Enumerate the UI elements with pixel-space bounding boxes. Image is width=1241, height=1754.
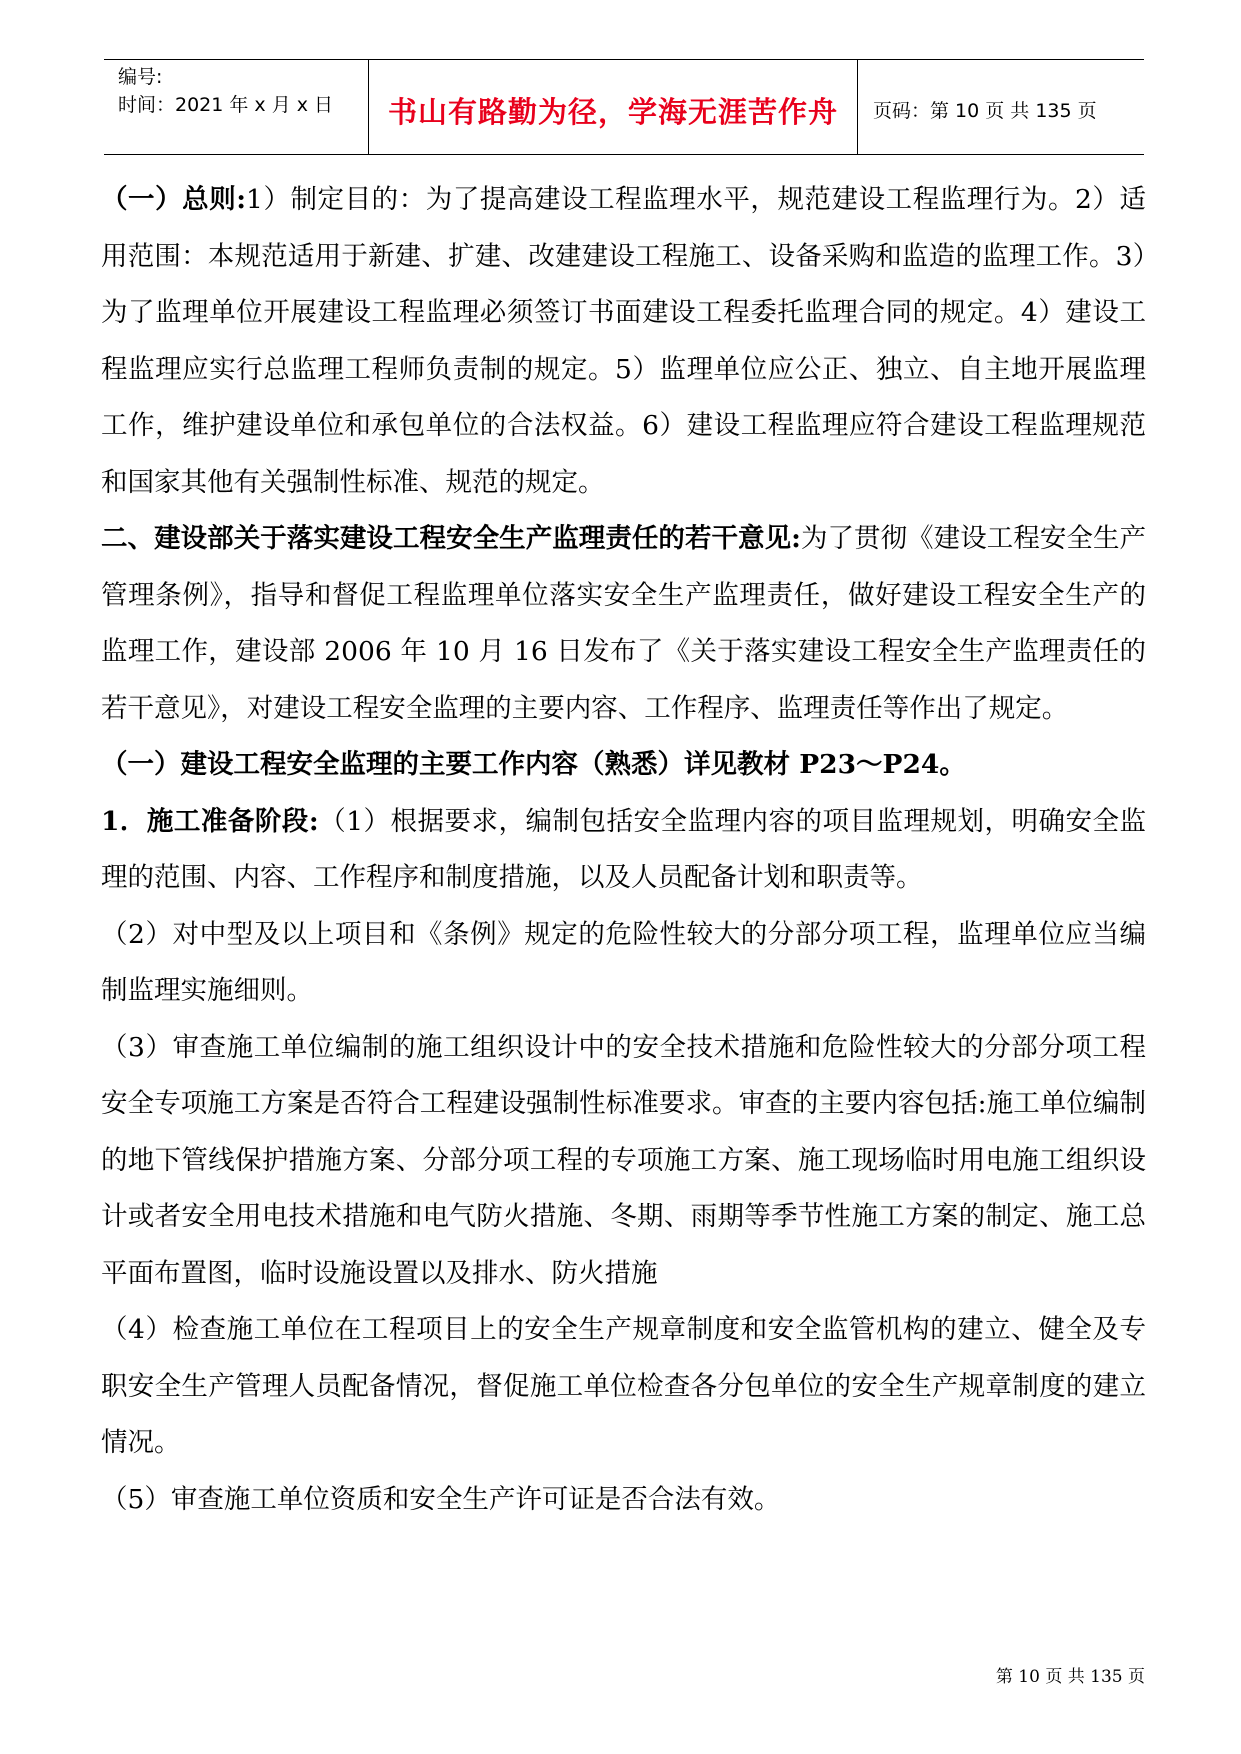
paragraph-item-2 [101, 907, 1146, 1020]
paragraph-text: 1）制定目的：为了提高建设工程监理水平，规范建设工程监理行为。2）适用范围：本规范适用于新建、扩建、改建建设工程施工、设备采购和监造的监理工作。3）为了监理单位开展建设工程监理必须签订书面建设工程委托监理合同的规定。4）建设工程监理应实行总监理工程师负责制的规定。5）监理单位应公正、独立、自主地开展监理工作，维护建设单位和承包单位的合法权益。6）建设工程监理应符合建设工程监理规范和国家其他有关强制性标准、规范的规定。 [101, 184, 1146, 498]
paragraph-heading: 1．施工准备阶段: [101, 805, 319, 837]
paragraph-text: （3）审查施工单位编制的施工组织设计中的安全技术措施和危险性较大的分部分项工程安全专项施工方案是否符合工程建设强制性标准要求。审查的主要内容包括:施工单位编制的地下管线保护措施方案、分部分项工程的专项施工方案、施工现场临时用电施工组织设计或者安全用电技术措施和电气防火措施、冬期、雨期等季节性施工方案的制定、施工总平面布置图，临时设施设置以及排水、防火措施 [101, 1031, 1146, 1289]
paragraph-opinions [101, 511, 1146, 737]
header-page-cell [857, 60, 1144, 154]
paragraph-heading: 二、建设部关于落实建设工程安全生产监理责任的若干意见: [101, 523, 801, 554]
paragraph-text: （1）根据要求，编制包括安全监理内容的项目监理规划，明确安全监理的范围、内容、工作程序和制度措施，以及人员配备计划和职责等。 [101, 805, 1146, 893]
paragraph-text: 为了贯彻《建设工程安全生产管理条例》，指导和督促工程监理单位落实安全生产监理责任，做好建设工程安全生产的监理工作，建设部 2006 年 10 月 16 日发布了《关于落实建设工程安全生产监理责任的若干意见》，对建设工程安全监理的主要内容、工作程序、监理责任等作出了规定。 [101, 523, 1146, 724]
paragraph-item-5 [101, 1472, 1146, 1529]
header-motto-cell [368, 60, 858, 154]
paragraph-item-3 [101, 1020, 1146, 1303]
page-number-label: 页码：第 10 页 共 135 页 [873, 100, 1097, 122]
page-footer: 第 10 页 共 135 页 [995, 1667, 1145, 1687]
paragraph-text: （5）审查施工单位资质和安全生产许可证是否合法有效。 [101, 1483, 781, 1515]
paragraph-preparation-stage [101, 794, 1146, 907]
header-info-cell [104, 60, 368, 154]
page-header [104, 59, 1144, 155]
paragraph-main-content [101, 737, 1146, 794]
date-label: 时间：2021 年 x 月 x 日 [118, 94, 334, 116]
paragraph-general [101, 172, 1146, 511]
paragraph-item-4 [101, 1302, 1146, 1472]
paragraph-heading: （一）建设工程安全监理的主要工作内容（熟悉）详见教材 P23～P24。 [101, 749, 966, 780]
paragraph-text: （2）对中型及以上项目和《条例》规定的危险性较大的分部分项工程，监理单位应当编制监理实施细则。 [101, 918, 1146, 1006]
serial-number-label: 编号: [118, 66, 163, 88]
paragraph-text: （4）检查施工单位在工程项目上的安全生产规章制度和安全监管机构的建立、健全及专职安全生产管理人员配备情况，督促施工单位检查各分包单位的安全生产规章制度的建立情况。 [101, 1314, 1146, 1458]
paragraph-heading: （一）总则: [101, 184, 247, 215]
motto-text: 书山有路勤为径，学海无涯苦作舟 [387, 95, 838, 129]
document-body [101, 172, 1146, 1528]
